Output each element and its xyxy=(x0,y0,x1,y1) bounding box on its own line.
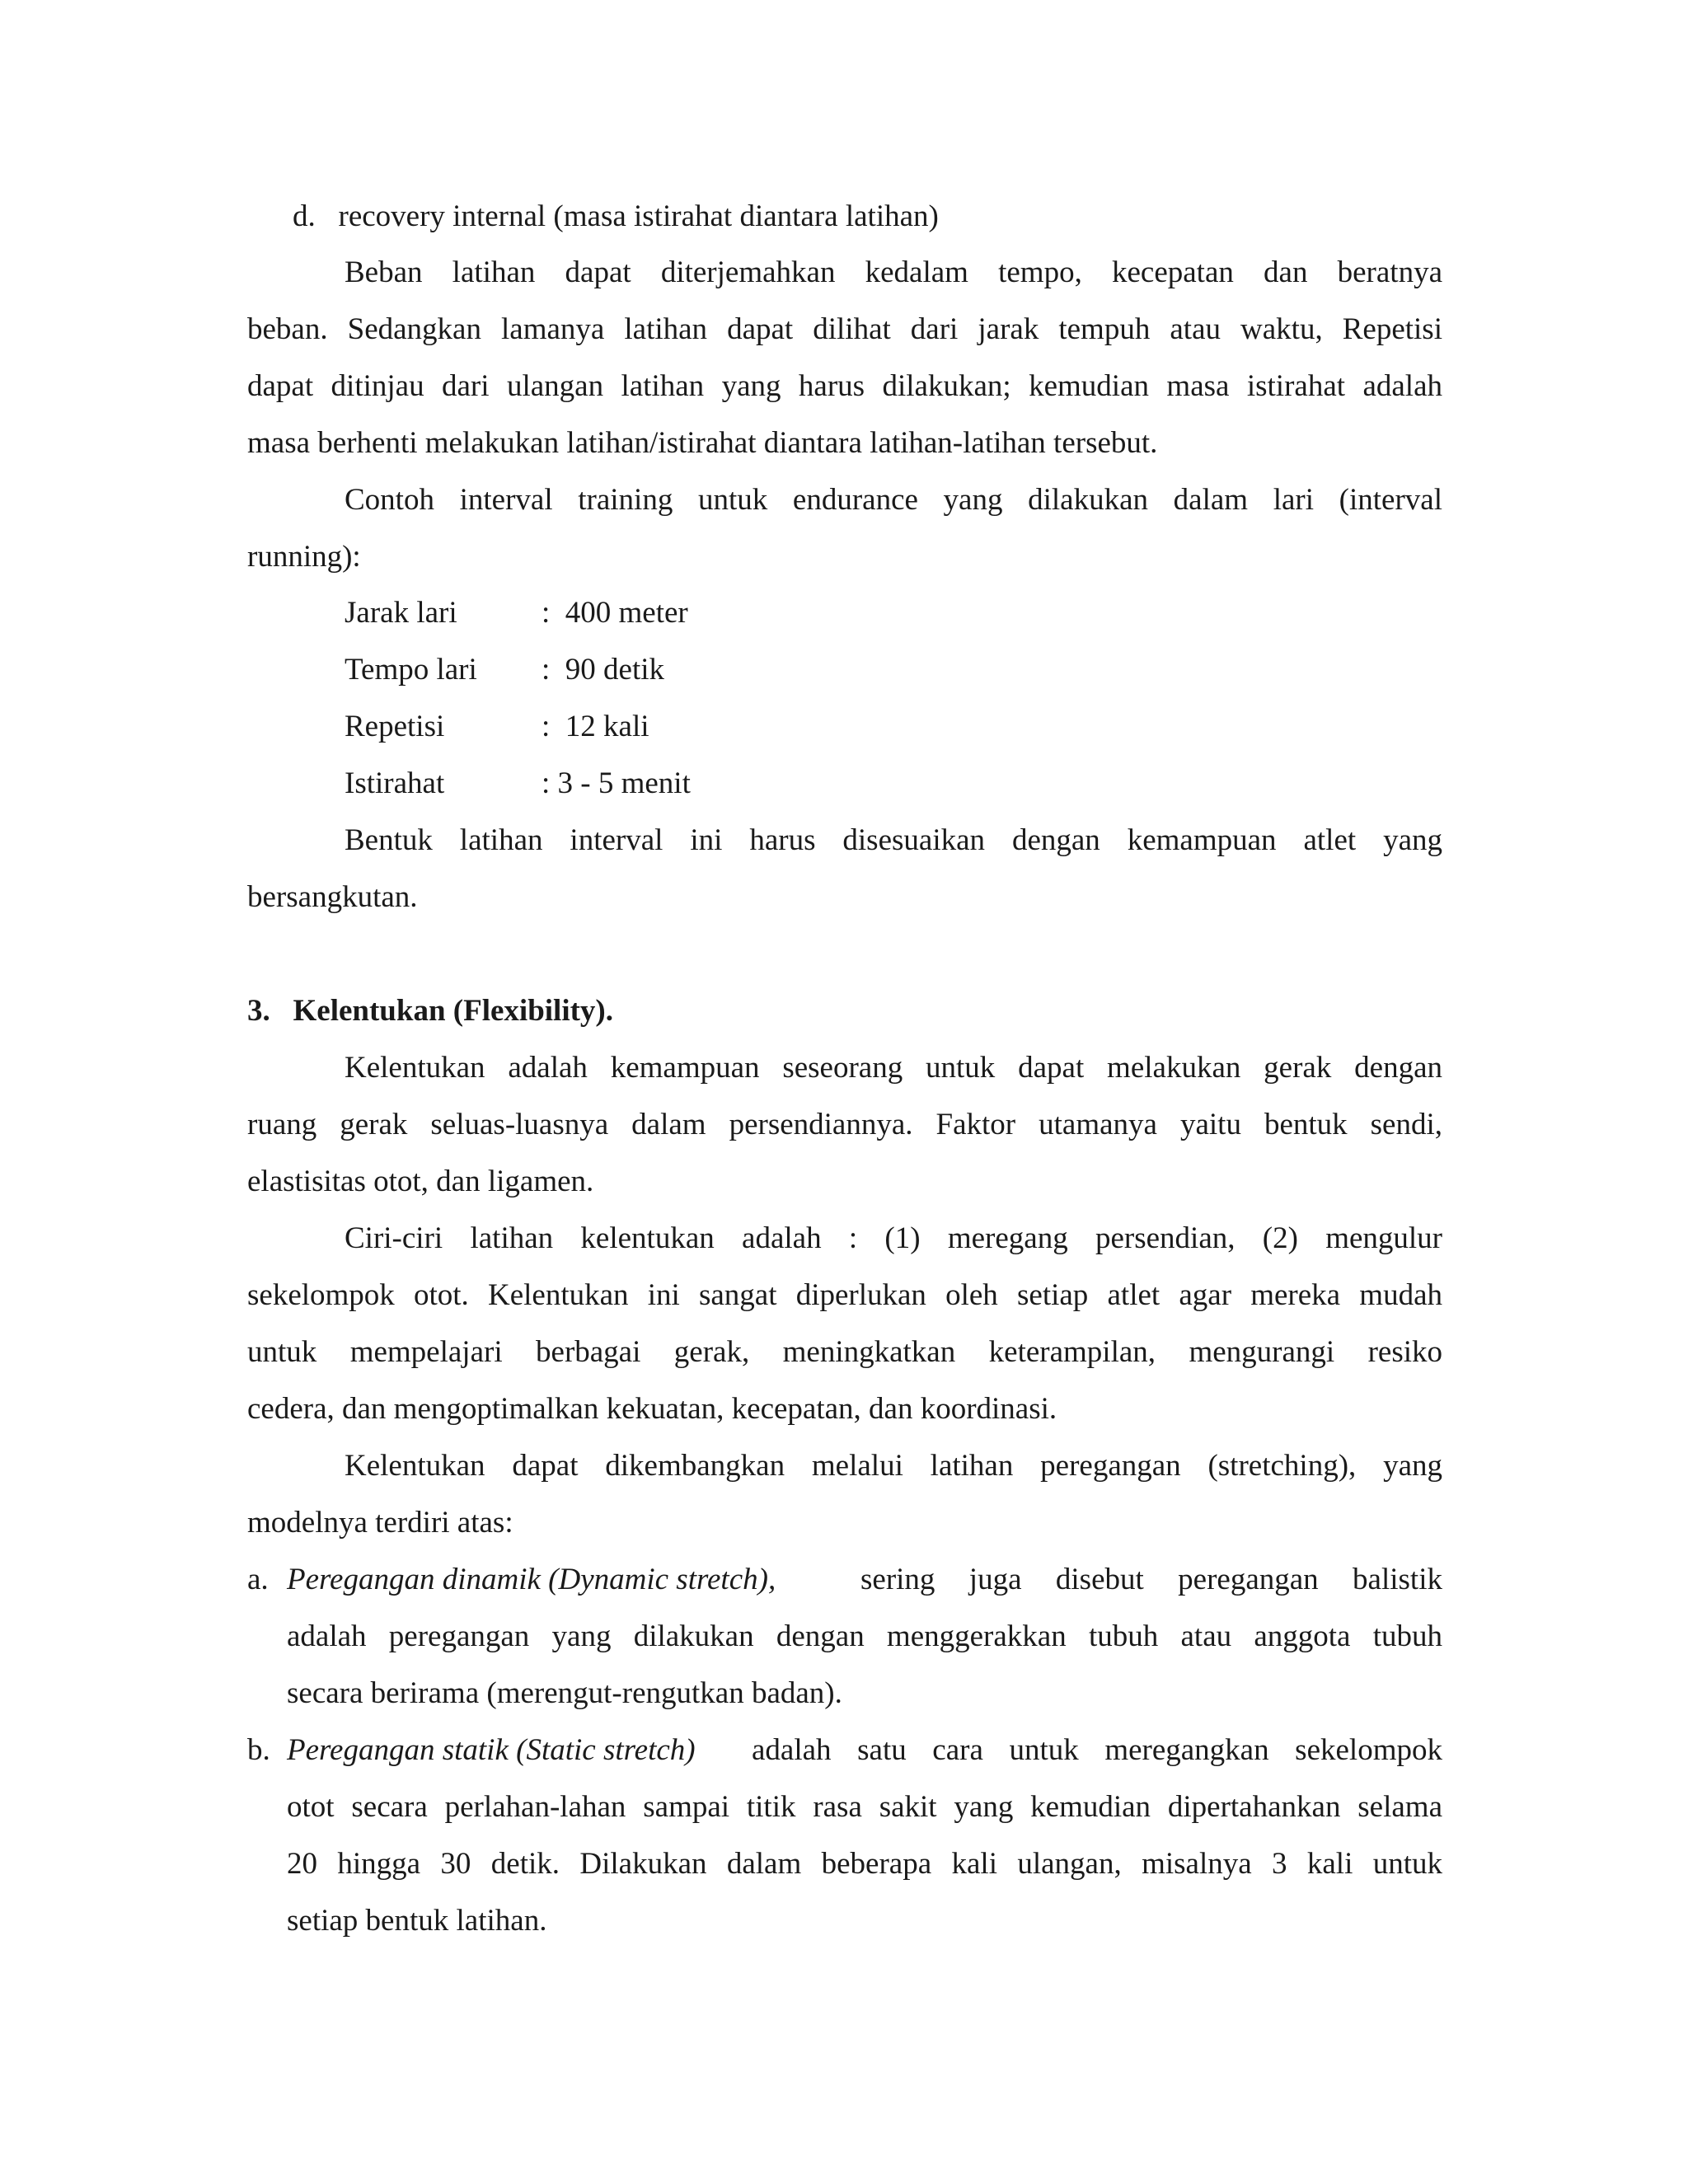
list-text: adalah peregangan yang dilakukan dengan menggerakkan tubuh atau anggota tubuh xyxy=(287,1619,1442,1653)
paragraph-line: sekelompok otot. Kelentukan ini sangat diperlukan oleh setiap atlet agar mereka mudah xyxy=(247,1278,1442,1312)
list-first-line xyxy=(287,1561,1442,1599)
table-value: : 400 meter xyxy=(542,596,688,630)
list-text: 20 hingga 30 detik. Dilakukan dalam beberapa kali ulangan, misalnya 3 kali untuk xyxy=(287,1847,1442,1881)
paragraph-line: untuk mempelajari berbagai gerak, meningkatkan keterampilan, mengurangi resiko xyxy=(247,1335,1442,1369)
paragraph-line: Contoh interval training untuk endurance yang dilakukan dalam lari (interval xyxy=(345,483,1442,517)
paragraph-line: modelnya terdiri atas: xyxy=(247,1506,513,1540)
paragraph-line: dapat ditinjau dari ulangan latihan yang harus dilakukan; kemudian masa istirahat adalah xyxy=(247,369,1442,403)
paragraph-line: beban. Sedangkan lamanya latihan dapat dilihat dari jarak tempuh atau waktu, Repetisi xyxy=(247,312,1442,346)
paragraph-line: Kelentukan adalah kemampuan seseorang untuk dapat melakukan gerak dengan xyxy=(345,1051,1442,1085)
paragraph-line: masa berhenti melakukan latihan/istirahat diantara latihan-latihan tersebut. xyxy=(247,426,1158,460)
list-item-d: d. recovery internal (masa istirahat diantara latihan) xyxy=(293,199,939,233)
paragraph-line: running): xyxy=(247,540,361,574)
list-text: setiap bentuk latihan. xyxy=(287,1904,547,1938)
list-text: otot secara perlahan-lahan sampai titik rasa sakit yang kemudian dipertahankan selama xyxy=(287,1790,1442,1824)
list-first-line xyxy=(287,1732,1442,1769)
table-label: Repetisi xyxy=(345,710,445,743)
paragraph-line: cedera, dan mengoptimalkan kekuatan, kecepatan, dan koordinasi. xyxy=(247,1392,1057,1426)
paragraph-line: Beban latihan dapat diterjemahkan kedalam tempo, kecepatan dan beratnya xyxy=(345,255,1442,289)
table-value: : 3 - 5 menit xyxy=(542,766,691,800)
table-label: Istirahat xyxy=(345,766,445,800)
paragraph-line: elastisitas otot, dan ligamen. xyxy=(247,1165,594,1198)
table-label: Jarak lari xyxy=(345,596,457,630)
list-text: secara berirama (merengut-rengutkan badan). xyxy=(287,1676,842,1710)
paragraph-line: Ciri-ciri latihan kelentukan adalah : (1) meregang persendian, (2) mengulur xyxy=(345,1221,1442,1255)
list-marker: b. xyxy=(247,1733,270,1767)
list-text: adalah satu cara untuk meregangkan sekelompok xyxy=(752,1733,1442,1767)
paragraph-line: bersangkutan. xyxy=(247,880,418,914)
paragraph-line: Kelentukan dapat dikembangkan melalui latihan peregangan (stretching), yang xyxy=(345,1449,1442,1483)
section-heading: 3. Kelentukan (Flexibility). xyxy=(247,994,613,1028)
italic-term: Peregangan statik (Static stretch) xyxy=(287,1733,696,1767)
table-value: : 12 kali xyxy=(542,710,649,743)
list-text: sering juga disebut peregangan balistik xyxy=(860,1563,1442,1596)
table-label: Tempo lari xyxy=(345,653,477,687)
list-marker: a. xyxy=(247,1563,269,1596)
paragraph-line: Bentuk latihan interval ini harus disesuaikan dengan kemampuan atlet yang xyxy=(345,823,1442,857)
italic-term: Peregangan dinamik (Dynamic stretch), xyxy=(287,1563,776,1596)
table-value: : 90 detik xyxy=(542,653,665,687)
paragraph-line: ruang gerak seluas-luasnya dalam persendiannya. Faktor utamanya yaitu bentuk sendi, xyxy=(247,1108,1442,1141)
